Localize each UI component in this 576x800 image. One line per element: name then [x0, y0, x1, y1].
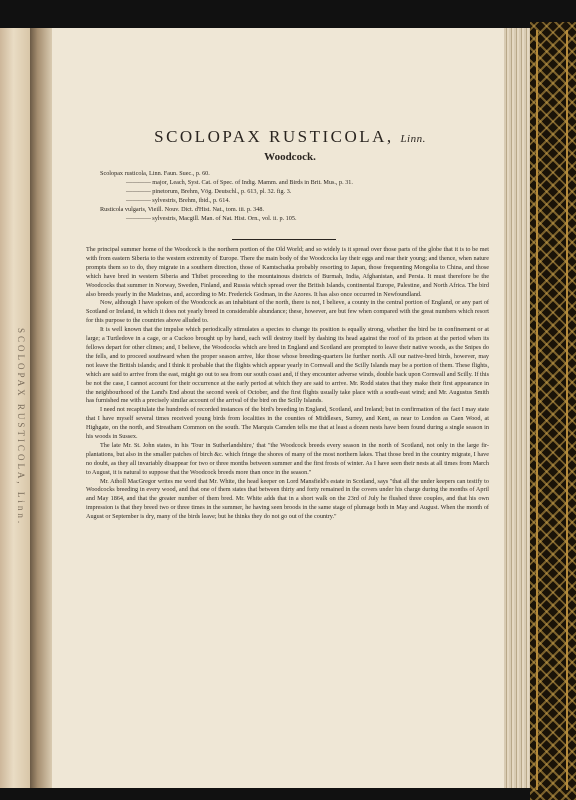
paragraph: I need not recapitulate the hundreds of recorded instances of the bird's breeding in England, Scotland, and Ireland; but in confirmation of the fact I may state that I have myself several times received young birds from localities in the counties of Middlesex, Surrey, and Kent, as near to London as Caen Wood, at Highgate, on the north, and Streatham Common on the south. The Marquis Camden tells me that at least a dozen nests have been found during a single season in his woods in Sussex.: [86, 406, 489, 441]
paragraph: Now, although I have spoken of the Woodcock as an inhabitant of the north, there is not, I believe, a county in the central portion of England, or any part of Scotland or Ireland, in which it does not yearly breed in considerable abundance; these, however, are but few when compared with the great numbers which resort for this purpose to the countries above alluded to.: [86, 299, 489, 325]
common-name: Woodcock.: [264, 151, 316, 163]
section-divider: [232, 239, 336, 240]
synonym-line: ———— sylvestris, Brehm, ibid., p. 614.: [126, 197, 230, 204]
synonym-line: Rusticola vulgaris, Vieill. Nouv. Dict. d'Hist. Nat., tom. iii. p. 348.: [100, 206, 265, 213]
species-authority: Linn.: [400, 133, 426, 145]
paragraph: The late Mr. St. John states, in his 'Tour in Sutherlandshire,' that "the Woodcock breeds every season in the north of Scotland, not only in the large fir-plantations, but also in the smaller patches of birch &c. which fringe the shores of many of the most northern lakes. That those bred in the country migrate, I have no doubt, as they all invariably disappear for two or three months between summer and the first frosts of winter. As I have seen their nests at all times from March to August, it is natural to suppose that the Woodcock breeds more than once in the season.": [86, 441, 489, 476]
paragraph: Mr. Atholl MacGregor writes me word that Mr. White, the head keeper on Lord Mansfield's estate in Scotland, says "that all the under keepers can testify to Woodcocks breeding in every wood, and that one of them states that between thirty and forty remained in the covers under his charge during the months of April and May 1864, and that the greater number of them bred. Mr. White adds that in a short walk on the 23rd of July he flushed three couples, and that his own impression is that they breed two or three times in the summer, he having seen broods in the same stage of plumage both in May and August. When the month of August or September is dry, many of the birds leave; but he thinks they do not go out of the country.": [86, 477, 489, 521]
synonym-line: Scolopax rusticola, Linn. Faun. Suec., p. 60.: [100, 170, 210, 177]
running-title-vertical: SCOLOPAX RUSTICOLA, Linn.: [16, 328, 26, 527]
body-text: [86, 246, 489, 522]
page-edges: [504, 28, 530, 788]
book-gutter: [30, 28, 52, 788]
left-page-edge: [0, 28, 30, 788]
paragraph: The principal summer home of the Woodcock is the northern portion of the Old World; and so widely is it spread over those parts of the globe that it is to be met with from eastern Siberia to the western extremity of Europe. There the main body of the Woodcocks lay their eggs and rear their young; and thence, when nature prompts them so to do, they migrate in a southern direction, those of Kamtschatka probably resorting to Japan, those frequenting Mongolia to China, and those which have bred in western Siberia and Thibet proceeding to the mountainous districts of Burmah, India, Afghanistan, and Persia. It must therefore be the Woodcocks that summer in Norway, Sweden, Finland, and Russia which spread over the British Islands, continental Europe, Palestine, and North Africa. The bird also breeds yearly in the Madeiras, and, according to Mr. Frederick Godman, in the Azores. It has also once occurred in Newfoundland.: [86, 246, 489, 298]
cover-gilt-border: [536, 30, 568, 790]
paragraph: It is well known that the impulse which periodically stimulates a species to change its position is equally strong, whether the bird be in confinement or at large; a Turtledove in a cage, or a Cuckoo brought up by hand, each will destroy itself by dashing its head against the roof of its prison at the period when its fellows depart for other climes; and, I believe, the Woodcocks which are bred in England and Scotland are prompted to leave their native woods, as the Snipes do the fells, and to proceed southward when the proper season arrive, like those whose breeding-quarters lie further north. All our native-bred birds, however, may not leave the British islands; and I think it probable that the flights which appear yearly in Cornwall and the Scilly Islands may be a portion of them. These flights, which are said to arrive from the east, might go out to sea from our south coast and, if they encounter adverse winds, double back upon Cornwall and Scilly. If this be not the case, I cannot account for their occurrence at the early period at which they are said to arrive. Mr. Rodd states that they make their first appearance in the neighbourhood of the Land's End about the second week of October, and the first flights usually take place with a south-east wind; and Mr. Augustus Smith has furnished me with a precisely similar account of the arrival of the bird on the Scilly Islands.: [86, 326, 489, 405]
synonym-line: ———— major, Leach, Syst. Cat. of Spec. of Indig. Mamm. and Birds in Brit. Mus., p. 31.: [126, 179, 353, 186]
synonymy-list: [100, 169, 480, 223]
species-name: SCOLOPAX RUSTICOLA,: [154, 127, 394, 146]
species-title: [120, 127, 460, 147]
synonym-line: ———— pinetorum, Brehm, Vög. Deutschl., p. 613, pl. 32. fig. 3.: [126, 188, 292, 195]
synonym-line: ———— sylvestris, Macgill. Man. of Nat. Hist. Orn., vol. ii. p. 105.: [126, 215, 297, 222]
